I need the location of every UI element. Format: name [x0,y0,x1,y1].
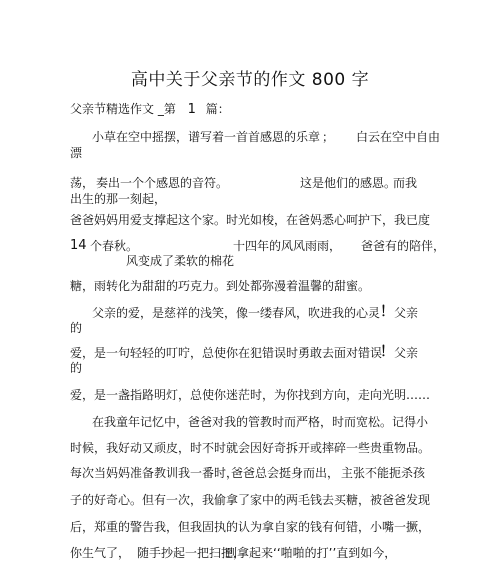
text-line: 风变成了柔软的棉花 [126,254,235,268]
text-line: 随手抄起一把扫把， [137,546,246,560]
page-title: 高中关于父亲节的作文 800 字 [130,70,370,90]
text-line: 爱，是一句轻轻的叮咛，总使你在犯错误时勇敢去面对错误 [70,346,383,360]
text-line: 这是他们的感恩。 [300,176,397,190]
text-line: ！ [380,304,394,320]
text-line: 爸爸总会挺身而出， [231,466,340,480]
text-line: 的 [70,321,83,335]
text-line: 爸爸有的陪伴， [361,239,446,253]
subtitle [70,102,230,117]
text-line: 出生的那一刻起， [70,192,167,206]
text-line: 小草在空中摇摆，谱写着一首首感恩的乐章 [92,130,321,144]
text-line: 14 [70,238,87,253]
text-line: 父亲 [394,306,419,320]
text-line: ！ [380,344,394,360]
subtitle-prefix: 父亲节精选作文 _第 [70,102,176,116]
text-line: 而我 [393,176,418,190]
text-line: 父亲 [394,346,419,360]
text-line: 奏出一个个感恩的音符。 [96,176,229,190]
text-line: 后，郑重的警告我，但我固执的认为拿自家的钱有何错，小嘴一撅， [70,520,431,534]
text-line: 到拿起来‘‘啪啪的打’’直到如今， [225,546,397,560]
text-line: 十四年的风风雨雨， [233,239,342,253]
text-line: 漂 [70,146,83,160]
text-line: ； [322,130,335,144]
subtitle-number: 1 [187,102,196,117]
text-line: 爱，是一盏指路明灯，总使你迷茫时，为你找到方向，走向光明…… [70,388,431,402]
text-line: 糖，雨转化为甜甜的巧克力。到处都弥漫着温馨的甜蜜。 [70,279,371,293]
text-line: 个春秋。 [90,239,139,253]
subtitle-suffix: 篇： [205,102,230,116]
text-line: 白云在空中自由 [356,130,441,144]
text-line: 每次当妈妈准备教训我一番时， [70,466,239,480]
text-line: 主张不能扼杀孩 [341,466,426,480]
text-line: 爸爸妈妈用爱支撑起这个家。时光如梭，在爸妈悉心呵护下，我已度 [70,213,431,227]
text-line: 你生气了， [70,546,131,560]
text-line: 时候，我好动又顽皮，时不时就会因好奇拆开或摔碎一些贵重物品。 [70,441,431,455]
text-line: 的 [70,361,83,375]
text-line: 荡， [70,176,95,190]
text-line: 子的好奇心。但有一次，我偷拿了家中的两毛钱去买糖，被爸爸发现 [70,493,431,507]
text-line: 在我童年记忆中，爸爸对我的管教时而严格，时而宽松。记得小 [92,415,429,429]
text-line: 父亲的爱，是慈祥的浅笑，像一缕春风，吹进我的心灵 [92,306,381,320]
